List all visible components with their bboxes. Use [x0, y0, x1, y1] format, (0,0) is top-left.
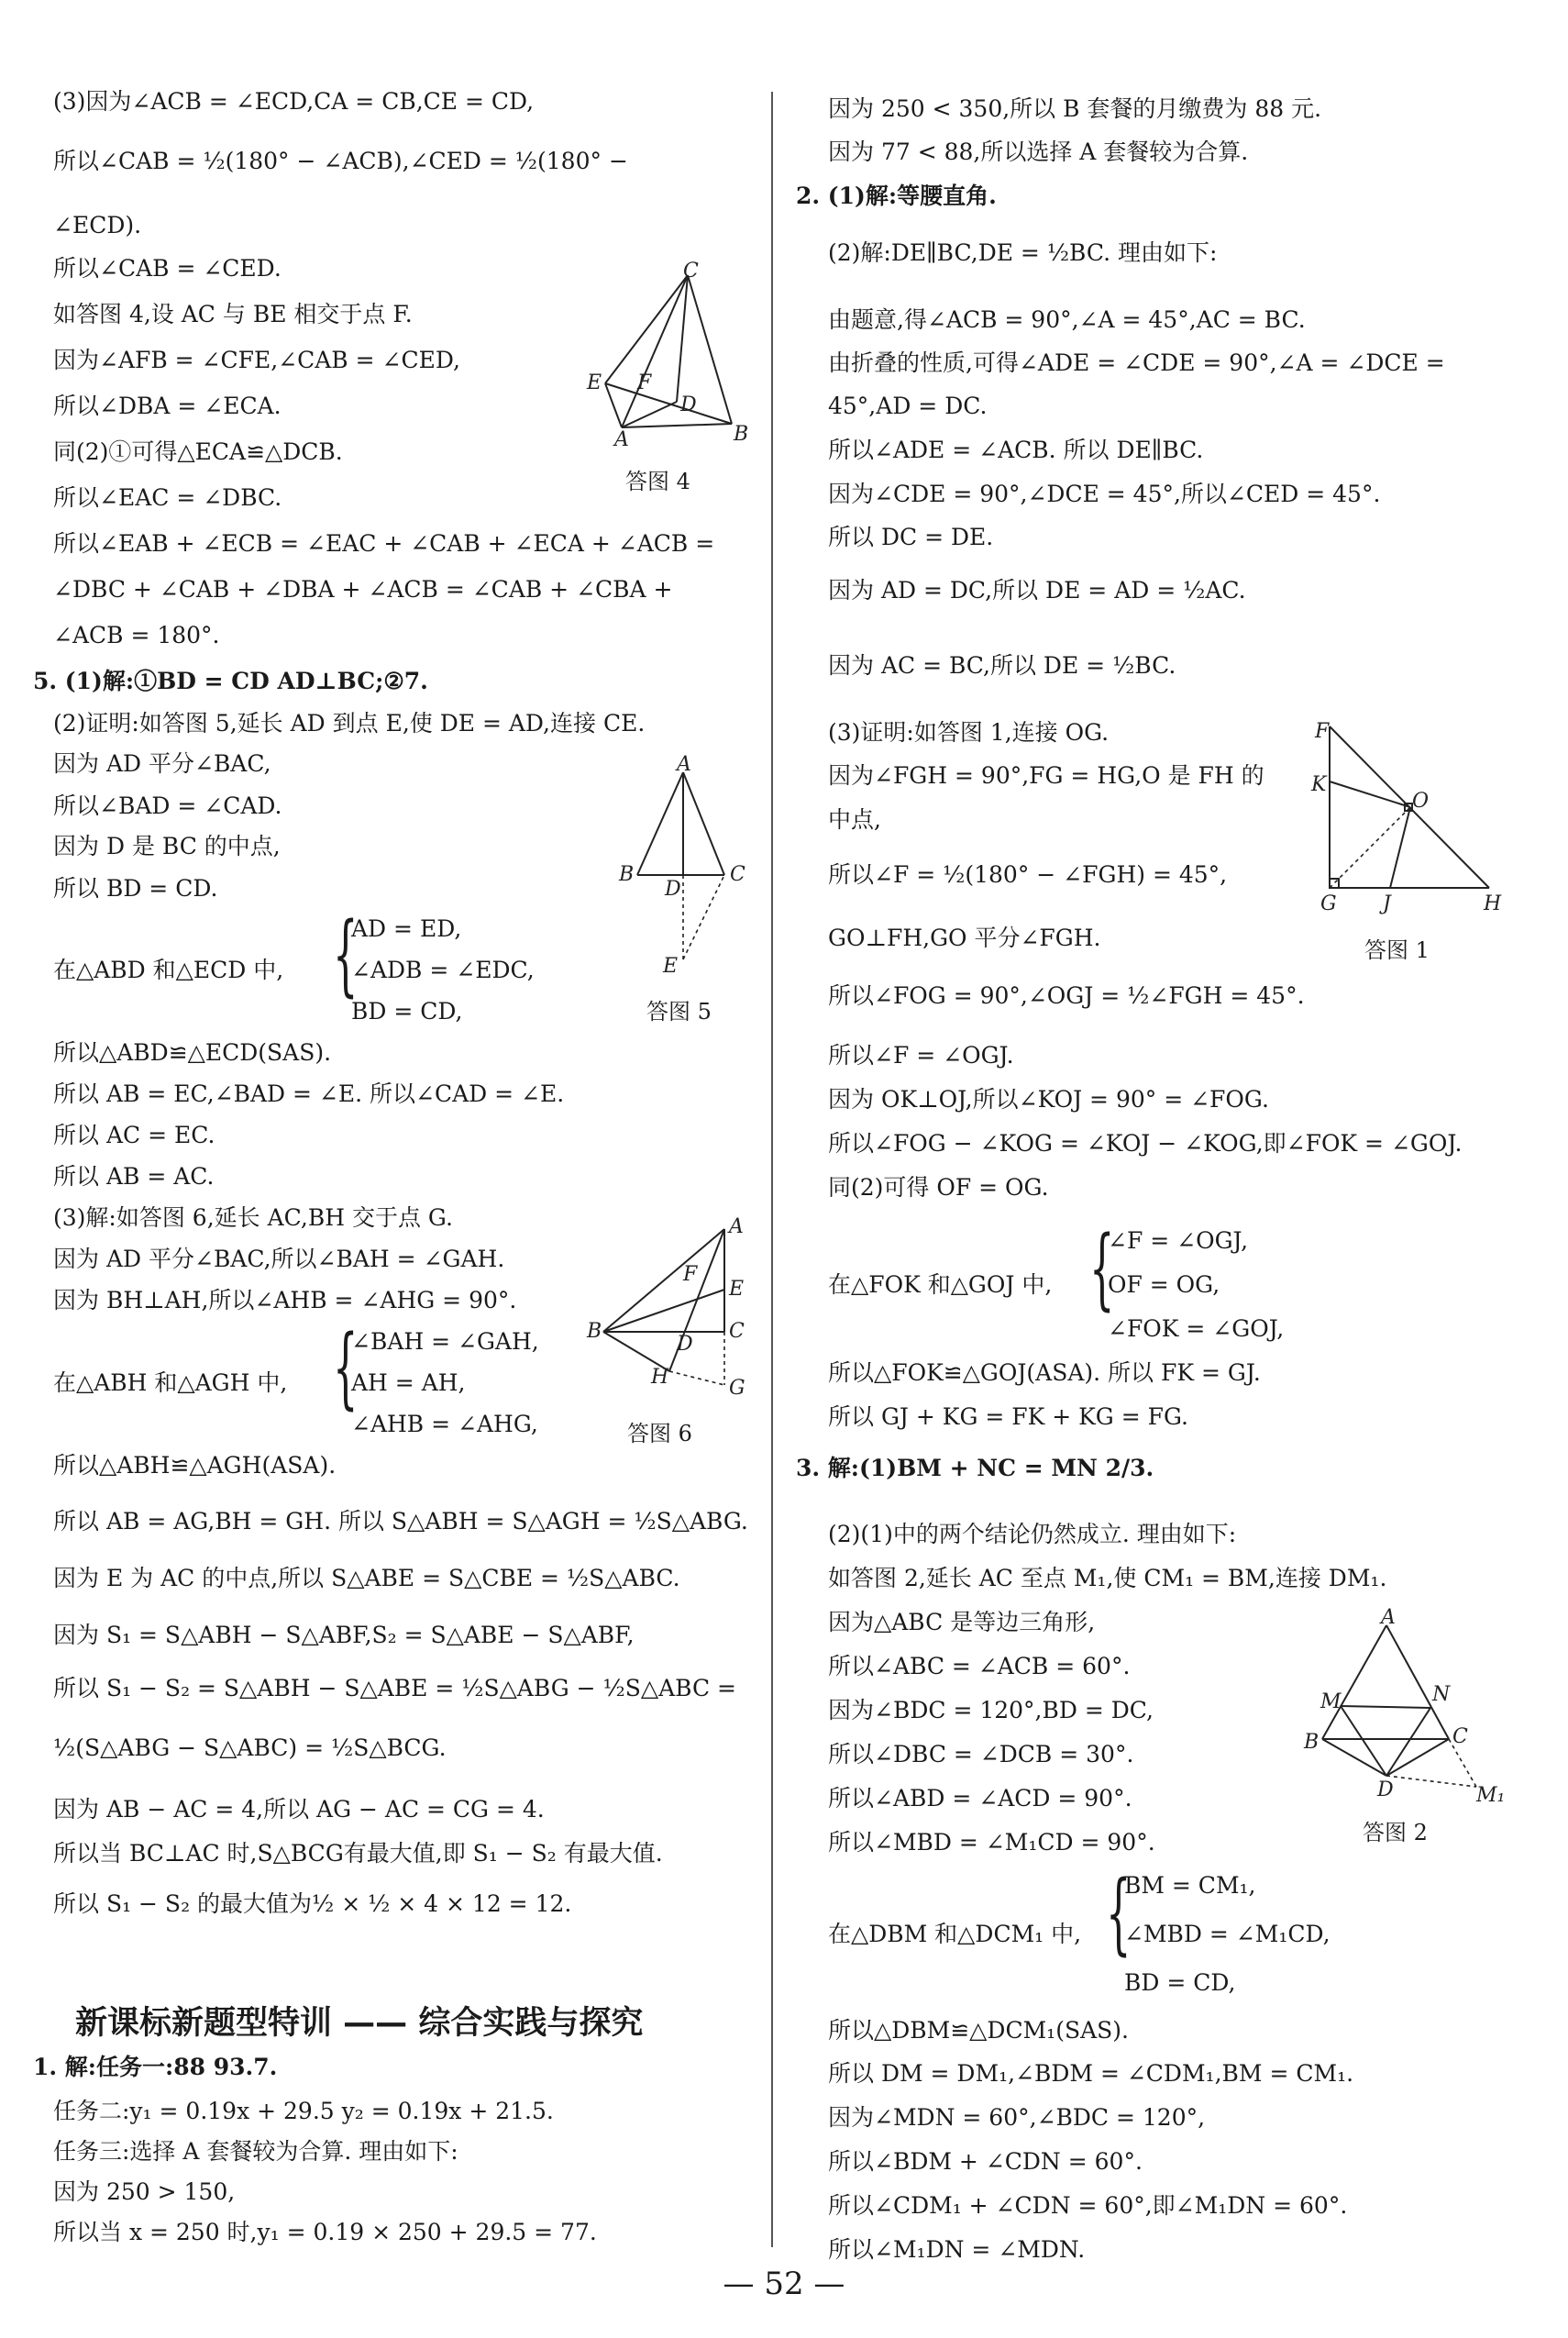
label-c: C: [1452, 1725, 1468, 1748]
text-line: 所以∠BDM + ∠CDN = 60°.: [828, 2148, 1143, 2175]
text-line: 所以∠EAC = ∠DBC.: [53, 484, 282, 511]
text-line: 因为 E 为 AC 的中点,所以 S△ABE = S△CBE = ½S△ABC.: [53, 1565, 680, 1591]
text-line: 45°,AD = DC.: [828, 393, 988, 419]
text-line: 同(2)可得 OF = OG.: [828, 1174, 1049, 1201]
text-line: 所以∠CAB = ∠CED.: [53, 255, 282, 282]
figure-1-caption: 答图 1: [1364, 937, 1430, 963]
text-line: 因为∠CDE = 90°,∠DCE = 45°,所以∠CED = 45°.: [828, 481, 1381, 507]
question-1-heading: 1. 解:任务一:88 93.7.: [33, 2054, 278, 2080]
text-line: (2)解:DE∥BC,DE = ½BC. 理由如下:: [828, 239, 1218, 266]
text-line: 所以 DM = DM₁,∠BDM = ∠CDM₁,BM = CM₁.: [828, 2060, 1354, 2087]
text-line: 所以 AC = EC.: [53, 1122, 215, 1148]
label-g: G: [729, 1377, 745, 1400]
text-line: 所以△FOK≌△GOJ(ASA). 所以 FK = GJ.: [828, 1359, 1261, 1386]
system-line: ∠AHB = ∠AHG,: [351, 1411, 538, 1437]
text-line: 任务三:选择 A 套餐较为合算. 理由如下:: [53, 2138, 458, 2165]
text-line: 因为 AD 平分∠BAC,所以∠BAH = ∠GAH.: [53, 1246, 505, 1272]
system-line: BD = CD,: [1124, 1969, 1236, 1996]
text-line: 所以∠DBA = ∠ECA.: [53, 393, 282, 419]
page-number: — 52 —: [723, 2266, 845, 2302]
label-m: M: [1320, 1690, 1342, 1713]
text-line: GO⊥FH,GO 平分∠FGH.: [828, 925, 1101, 951]
text-line: ½(S△ABG − S△ABC) = ½S△BCG.: [53, 1734, 447, 1761]
text-line: 所以∠EAB + ∠ECB = ∠EAC + ∠CAB + ∠ECA + ∠ACB =: [53, 530, 715, 557]
text-line: 因为∠BDC = 120°,BD = DC,: [828, 1697, 1154, 1723]
text-line: (2)(1)中的两个结论仍然成立. 理由如下:: [828, 1521, 1237, 1547]
figure-5-diagram: [610, 753, 756, 980]
text-line: 所以∠F = ½(180° − ∠FGH) = 45°,: [828, 861, 1228, 888]
text-line: 同(2)①可得△ECA≌△DCB.: [53, 438, 343, 465]
text-line: 所以∠FOG = 90°,∠OGJ = ½∠FGH = 45°.: [828, 982, 1305, 1009]
label-d: D: [1377, 1778, 1394, 1801]
figure-2-caption: 答图 2: [1363, 1820, 1428, 1845]
text-line: 所以 S₁ − S₂ 的最大值为½ × ½ × 4 × 12 = 12.: [53, 1890, 572, 1917]
text-line: 所以当 x = 250 时,y₁ = 0.19 × 250 + 29.5 = 77.: [53, 2219, 597, 2245]
system-line: ∠F = ∠OGJ,: [1108, 1227, 1249, 1254]
label-k: K: [1311, 773, 1327, 796]
text-line: 因为∠FGH = 90°,FG = HG,O 是 FH 的: [828, 762, 1264, 789]
question-5-heading: 5. (1)解:①BD = CD AD⊥BC;②7.: [33, 668, 428, 694]
system-line: AD = ED,: [351, 915, 462, 942]
figure-1-diagram: [1309, 715, 1511, 926]
text-line: 中点,: [828, 806, 881, 833]
text-line: 所以∠CAB = ½(180° − ∠ACB),∠CED = ½(180° −: [53, 148, 628, 174]
text-line: 任务二:y₁ = 0.19x + 29.5 y₂ = 0.19x + 21.5.: [53, 2098, 554, 2124]
text-line: 因为 77 < 88,所以选择 A 套餐较为合算.: [828, 139, 1249, 165]
label-h: H: [1484, 892, 1502, 915]
label-b: B: [619, 863, 635, 886]
text-line: 所以∠ABC = ∠ACB = 60°.: [828, 1653, 1131, 1679]
text-line: 所以∠MBD = ∠M₁CD = 90°.: [828, 1829, 1155, 1856]
brace: {: [333, 903, 359, 1006]
label-g: G: [1320, 892, 1337, 915]
label-b: B: [587, 1320, 602, 1343]
text-line: 因为 250 < 350,所以 B 套餐的月缴费为 88 元.: [828, 95, 1322, 122]
text-line: 因为△ABC 是等边三角形,: [828, 1609, 1096, 1635]
text-line: 因为 250 > 150,: [53, 2178, 236, 2205]
system-line: ∠MBD = ∠M₁CD,: [1124, 1921, 1331, 1947]
label-b: B: [1304, 1731, 1320, 1754]
label-j: J: [1383, 892, 1391, 915]
text-line: 由题意,得∠ACB = 90°,∠A = 45°,AC = BC.: [828, 306, 1306, 333]
text-line: 所以当 BC⊥AC 时,S△BCG有最大值,即 S₁ − S₂ 有最大值.: [53, 1840, 663, 1867]
text-line: 由折叠的性质,可得∠ADE = ∠CDE = 90°,∠A = ∠DCE =: [828, 349, 1445, 376]
text-line: 所以∠FOG − ∠KOG = ∠KOJ − ∠KOG,即∠FOK = ∠GOJ.: [828, 1130, 1463, 1157]
system-line: AH = AH,: [351, 1369, 466, 1396]
text-line: 所以△DBM≌△DCM₁(SAS).: [828, 2017, 1129, 2044]
text-line: (3)因为∠ACB = ∠ECD,CA = CB,CE = CD,: [53, 88, 535, 115]
text-line: 所以△ABH≌△AGH(ASA).: [53, 1452, 337, 1479]
text-line: 所以 AB = AG,BH = GH. 所以 S△ABH = S△AGH = ½S△ABG.: [53, 1508, 748, 1535]
text-line: 所以 AB = AC.: [53, 1163, 215, 1190]
figure-6-diagram: [587, 1211, 752, 1413]
brace: {: [333, 1316, 359, 1419]
text-line: 所以∠DBC = ∠DCB = 30°.: [828, 1741, 1134, 1767]
label-e: E: [663, 955, 679, 978]
system-line: ∠ADB = ∠EDC,: [351, 957, 535, 983]
text-line: ∠ECD).: [53, 212, 142, 238]
text-line: 如答图 4,设 AC 与 BE 相交于点 F.: [53, 301, 413, 327]
text-line: 因为 AD 平分∠BAC,: [53, 750, 271, 777]
column-divider: [771, 92, 773, 2247]
text-line: 在△DBM 和△DCM₁ 中,: [828, 1921, 1082, 1947]
text-line: 因为 D 是 BC 的中点,: [53, 833, 281, 859]
label-c: C: [729, 1320, 745, 1343]
text-line: 因为 AD = DC,所以 DE = AD = ½AC.: [828, 577, 1246, 604]
label-a: A: [677, 753, 691, 776]
question-3-heading: 3. 解:(1)BM + NC = MN 2/3.: [796, 1455, 1154, 1481]
text-line: 所以∠CDM₁ + ∠CDN = 60°,即∠M₁DN = 60°.: [828, 2192, 1348, 2219]
figure-5-caption: 答图 5: [646, 999, 712, 1025]
text-line: (3)证明:如答图 1,连接 OG.: [828, 719, 1110, 746]
text-line: 因为 S₁ = S△ABH − S△ABF,S₂ = S△ABE − S△ABF,: [53, 1622, 635, 1648]
figure-2-diagram: [1302, 1606, 1513, 1807]
figure-4-caption: 答图 4: [625, 469, 690, 494]
label-o: O: [1412, 790, 1430, 813]
brace: {: [1106, 1862, 1132, 1965]
text-line: 因为∠AFB = ∠CFE,∠CAB = ∠CED,: [53, 347, 460, 373]
label-n: N: [1432, 1683, 1451, 1706]
text-line: 所以 AB = EC,∠BAD = ∠E. 所以∠CAD = ∠E.: [53, 1080, 565, 1107]
label-m1: M₁: [1476, 1784, 1506, 1807]
text-line: 所以∠F = ∠OGJ.: [828, 1042, 1014, 1069]
label-c: C: [730, 863, 745, 886]
system-line: BM = CM₁,: [1124, 1872, 1256, 1899]
label-f: F: [637, 371, 652, 394]
text-line: 因为∠MDN = 60°,∠BDC = 120°,: [828, 2104, 1206, 2131]
text-line: 所以 DC = DE.: [828, 524, 994, 550]
label-e: E: [587, 371, 602, 394]
text-line: 所以△ABD≌△ECD(SAS).: [53, 1039, 332, 1066]
text-line: 在△ABH 和△AGH 中,: [53, 1369, 288, 1396]
system-line: OF = OG,: [1108, 1271, 1220, 1298]
text-line: 在△FOK 和△GOJ 中,: [828, 1271, 1053, 1298]
figure-6-caption: 答图 6: [627, 1421, 692, 1446]
text-line: 如答图 2,延长 AC 至点 M₁,使 CM₁ = BM,连接 DM₁.: [828, 1565, 1387, 1591]
brace: {: [1089, 1217, 1115, 1320]
text-line: 因为 BH⊥AH,所以∠AHB = ∠AHG = 90°.: [53, 1287, 517, 1313]
text-line: 因为 OK⊥OJ,所以∠KOJ = 90° = ∠FOG.: [828, 1086, 1269, 1113]
text-line: 所以∠M₁DN = ∠MDN.: [828, 2236, 1086, 2263]
label-a: A: [1381, 1606, 1396, 1629]
label-f: F: [683, 1263, 698, 1286]
text-line: (2)证明:如答图 5,延长 AD 到点 E,使 DE = AD,连接 CE.: [53, 710, 646, 737]
label-d: D: [677, 1333, 693, 1356]
text-line: 所以∠ABD = ∠ACD = 90°.: [828, 1785, 1132, 1812]
label-a: A: [729, 1215, 744, 1238]
section-heading: 新课标新题型特训 —— 综合实践与探究: [75, 2005, 644, 2042]
label-e: E: [729, 1278, 745, 1301]
label-f: F: [1315, 720, 1330, 743]
text-line: 因为 AC = BC,所以 DE = ½BC.: [828, 652, 1176, 679]
label-a: A: [614, 428, 629, 451]
system-line: BD = CD,: [351, 998, 463, 1025]
question-2-heading: 2. (1)解:等腰直角.: [796, 183, 997, 209]
label-h: H: [651, 1366, 669, 1389]
text-line: (3)解:如答图 6,延长 AC,BH 交于点 G.: [53, 1204, 453, 1231]
text-line: 所以 BD = CD.: [53, 875, 218, 902]
text-line: 所以∠BAD = ∠CAD.: [53, 792, 282, 819]
text-line: ∠DBC + ∠CAB + ∠DBA + ∠ACB = ∠CAB + ∠CBA +: [53, 576, 673, 603]
system-line: ∠BAH = ∠GAH,: [351, 1328, 539, 1355]
text-line: 所以 GJ + KG = FK + KG = FG.: [828, 1403, 1188, 1430]
text-line: ∠ACB = 180°.: [53, 622, 220, 648]
label-b: B: [734, 423, 749, 446]
label-c: C: [683, 260, 699, 283]
system-line: ∠FOK = ∠GOJ,: [1108, 1315, 1285, 1342]
label-d: D: [680, 393, 697, 416]
figure-4-diagram: [578, 260, 752, 451]
text-line: 所以 S₁ − S₂ = S△ABH − S△ABE = ½S△ABG − ½S△ABC =: [53, 1675, 736, 1701]
text-line: 因为 AB − AC = 4,所以 AG − AC = CG = 4.: [53, 1796, 545, 1823]
text-line: 在△ABD 和△ECD 中,: [53, 957, 284, 983]
text-line: 所以∠ADE = ∠ACB. 所以 DE∥BC.: [828, 437, 1204, 463]
label-d: D: [665, 878, 681, 901]
